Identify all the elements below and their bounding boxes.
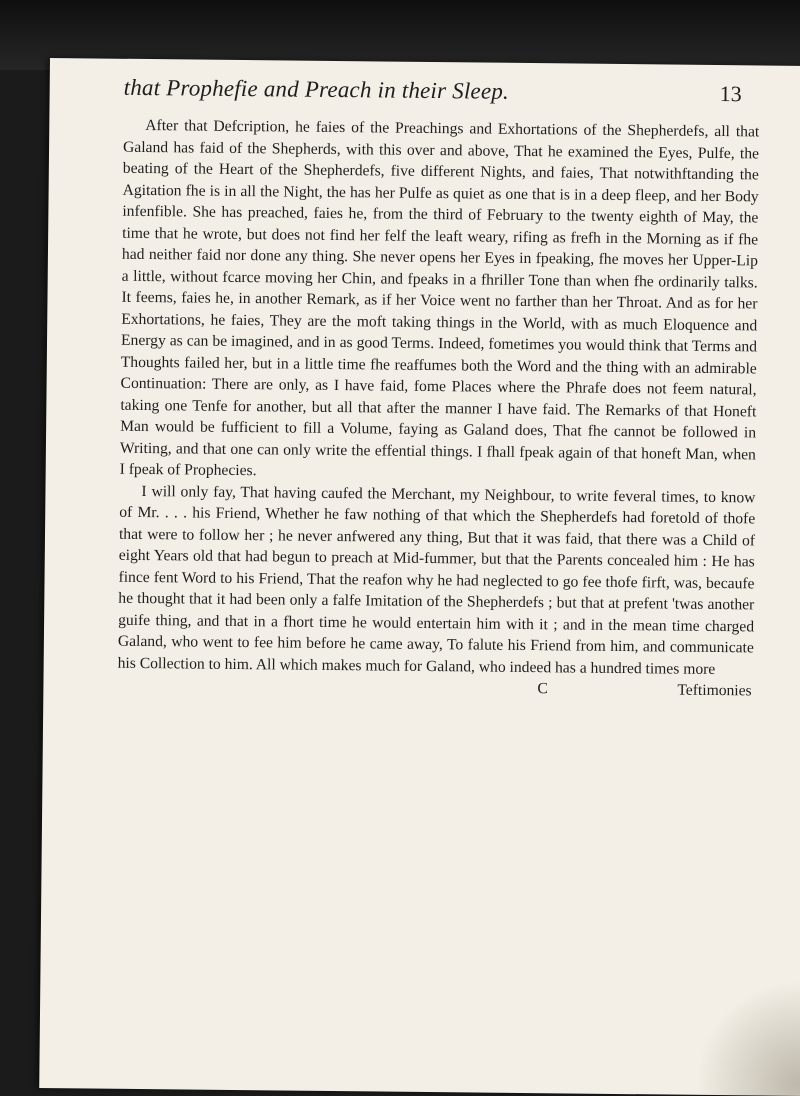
paragraph-merchant: I will only fay, That having caufed the Merchant, my Neighbour, to write feveral times, to know of Mr. . . . his Friend, Whether he faw nothing of that which the Shepherdefs had foretold of thofe that were to follow her ; he never anfwered any thing, But that it was faid, that there was a Child of eight Years old that had begun to preach at Mid-fummer, but that the Parents concealed him : He has fince fent Word to his Friend, That the reafon why he had neglected to go fee thofe firft, was, becaufe he thought that it had been only a falfe Imitation of the Shepherdefs ; but that at prefent 'twas another guife thing, and that in a fhort time he would entertain him with it ; and in the mean time charged Galand, who went to fee him before he came away, To falute his Friend from him, and communicate his Collection to him. All which makes much for Galand, who indeed has a hundred times more <box>117 482 756 678</box>
page-content <box>53 70 760 702</box>
running-head-title: that Prophefie and Preach in their Sleep. <box>123 74 510 104</box>
page-stain <box>699 975 800 1096</box>
running-head <box>59 70 759 117</box>
page-number: 13 <box>719 81 742 107</box>
body-text <box>53 114 759 702</box>
catchword: Teftimonies <box>677 681 752 700</box>
paragraph-description: After that Defcription, he faies of the Preachings and Exhortations of the Shepherdefs, all that Galand has faid of the Shepherds, with this over and above, That he examined the Eyes, Pulfe, the beating of the Heart of the Shepherdefs, five different Nights, and faies, That notwithftanding the Agitation fhe is in all the Night, the has her Pulfe as quiet as one that is in a deep fleep, and her Body infenfible. She has preached, faies he, from the third of February to the twenty eighth of May, the time that he wrote, but does not find her felf the leaft weary, rifing as frefh in the Morning as if fhe had neither faid nor done any thing. She never opens her Eyes in fpeaking, fhe moves her Upper-Lip a little, without fcarce moving her Chin, and fpeaks in a fhriller Tone than when fhe ordinarily talks. It feems, faies he, in another Remark, as if her Voice went no farther than her Throat. And as for her Exhortations, he faies, They are the moft taking things in the World, with as much Eloquence and Energy as can be imagined, and in as good Terms. Indeed, fometimes you would think that Terms and Thoughts failed her, but in a little time fhe reaffumes both the Word and the thing with an admirable Continuation: There are only, as I have faid, fome Places where the Phrafe does not feem natural, taking one Tenfe for another, but all that after the manner I have faid. The Remarks of that Honeft Man would be fufficient to fill a Volume, faying as Galand does, That fhe cannot be followed in Writing, and that one can only write the effential things. I fhall fpeak again of that honeft Man, when I fpeak of Prophecies. <box>119 117 760 480</box>
book-page <box>39 58 800 1096</box>
signature-mark: C <box>537 680 548 698</box>
